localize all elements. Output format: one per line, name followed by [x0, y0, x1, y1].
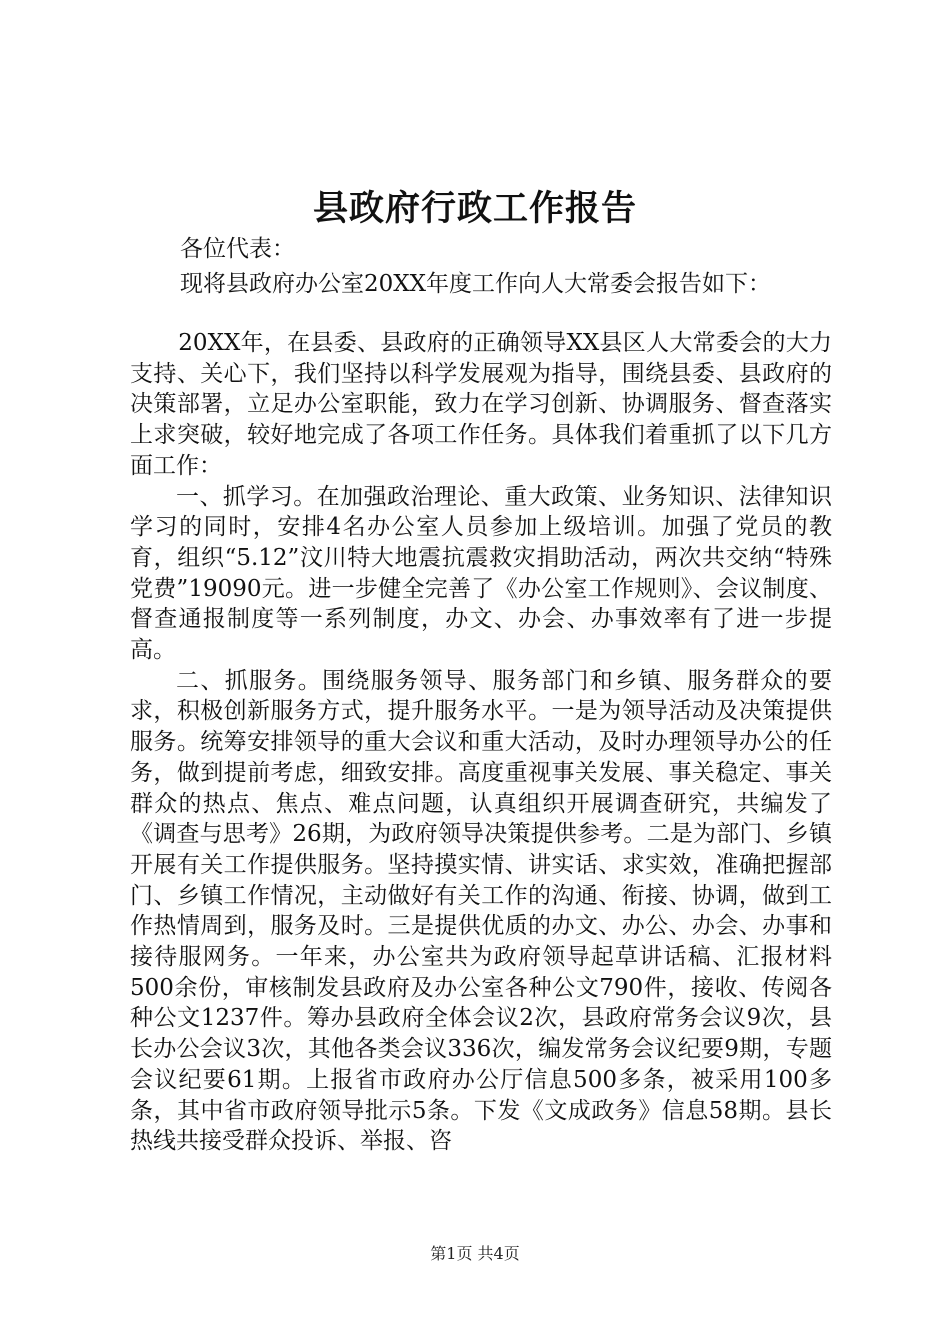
document-title: 县政府行政工作报告: [312, 188, 637, 229]
page-number-footer: 第1页 共4页: [430, 1244, 520, 1263]
paragraph-overview: 20XX年，在县委、县政府的正确领导XX县区人大常委会的大力支持、关心下，我们坚持以科学发展观为指导，围绕县委、县政府的决策部署，立足办公室职能，致力在学习创新、协调服务、督查落实上求突破，较好地完成了各项工作任务。具体我们着重抓了以下几方面工作：: [130, 330, 832, 479]
document-body: [130, 328, 832, 1157]
paragraph-study: 一、抓学习。在加强政治理论、重大政策、业务知识、法律知识学习的同时，安排4名办公室人员参加上级培训。加强了党员的教育，组织“5.12”汶川特大地震抗震救灾捐助活动，两次共交纳“特殊党费”19090元。进一步健全完善了《办公室工作规则》、会议制度、督查通报制度等一系列制度，办文、办会、办事效率有了进一步提高。: [130, 483, 832, 664]
paragraph-service: 二、抓服务。围绕服务领导、服务部门和乡镇、服务群众的要求，积极创新服务方式，提升服务水平。一是为领导活动及决策提供服务。统筹安排领导的重大会议和重大活动，及时办理领导办公的任务，做到提前考虑，细致安排。高度重视事关发展、事关稳定、事关群众的热点、焦点、难点问题，认真组织开展调查研究，共编发了《调查与思考》26期，为政府领导决策提供参考。二是为部门、乡镇开展有关工作提供服务。坚持摸实情、讲实话、求实效，准确把握部门、乡镇工作情况，主动做好有关工作的沟通、衔接、协调，做到工作热情周到，服务及时。三是提供优质的办文、办公、办会、办事和接待服网务。一年来，办公室共为政府领导起草讲话稿、汇报材料500余份，审核制发县政府及办公室各种公文790件，接收、传阅各种公文1237件。筹办县政府全体会议2次，县政府常务会议9次，县长办公会议3次，其他各类会议336次，编发常务会议纪要9期，专题会议纪要61期。上报省市政府办公厅信息500多条，被采用100多条，其中省市政府领导批示5条。下发《文成政务》信息58期。县长热线共接受群众投诉、举报、咨: [130, 667, 832, 1155]
intro-line: 现将县政府办公室20XX年度工作向人大常委会报告如下：: [180, 271, 772, 297]
salutation: 各位代表：: [180, 236, 295, 262]
